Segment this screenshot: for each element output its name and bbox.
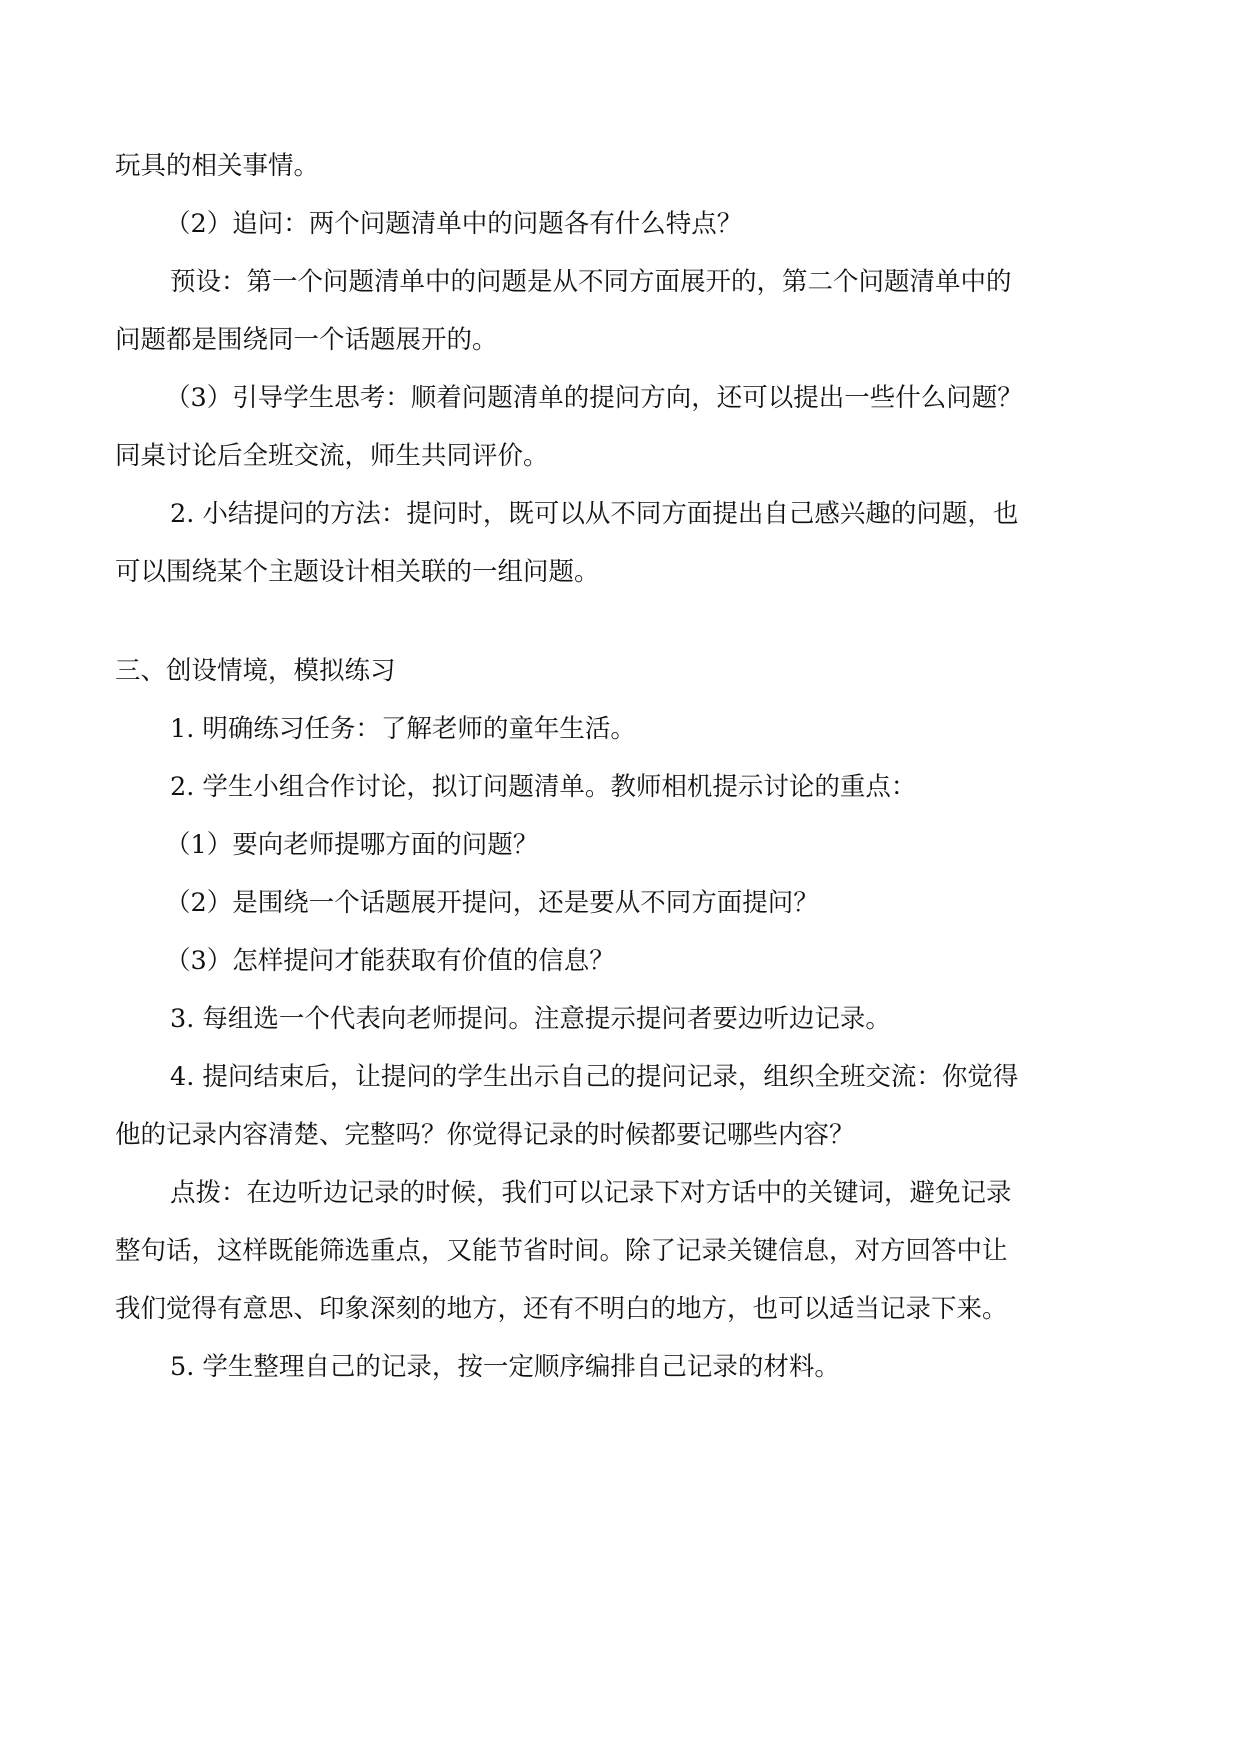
section-heading: 三、创设情境，模拟练习 [115,656,396,686]
text-line: 整句话，这样既能筛选重点，又能节省时间。除了记录关键信息，对方回答中让 [115,1236,1008,1266]
text-line: （3）引导学生思考：顺着问题清单的提问方向，还可以提出一些什么问题？ [165,383,1023,413]
text-line: （1）要向老师提哪方面的问题？ [165,830,539,860]
text-line: 他的记录内容清楚、完整吗？你觉得记录的时候都要记哪些内容？ [115,1120,855,1150]
text-line: 问题都是围绕同一个话题展开的。 [115,325,498,355]
text-line: 我们觉得有意思、印象深刻的地方，还有不明白的地方，也可以适当记录下来。 [115,1294,1008,1324]
text-line: 3. 每组选一个代表向老师提问。注意提示提问者要边听边记录。 [170,1004,891,1034]
text-line: 2. 小结提问的方法：提问时，既可以从不同方面提出自己感兴趣的问题，也 [170,499,1019,529]
text-line: 可以围绕某个主题设计相关联的一组问题。 [115,557,600,587]
text-line: （3）怎样提问才能获取有价值的信息？ [165,946,615,976]
text-line: 4. 提问结束后，让提问的学生出示自己的提问记录，组织全班交流：你觉得 [170,1062,1019,1092]
text-line: 预设：第一个问题清单中的问题是从不同方面展开的，第二个问题清单中的 [170,267,1012,297]
text-line: 同桌讨论后全班交流，师生共同评价。 [115,441,549,471]
text-line: 点拨：在边听边记录的时候，我们可以记录下对方话中的关键词，避免记录 [170,1178,1012,1208]
text-line: 2. 学生小组合作讨论，拟订问题清单。教师相机提示讨论的重点： [170,772,917,802]
text-line: 玩具的相关事情。 [115,151,320,181]
text-line: 1. 明确练习任务：了解老师的童年生活。 [170,714,636,744]
text-line: （2）是围绕一个话题展开提问，还是要从不同方面提问？ [165,888,819,918]
text-line: （2）追问：两个问题清单中的问题各有什么特点？ [165,209,743,239]
text-line: 5. 学生整理自己的记录，按一定顺序编排自己记录的材料。 [170,1352,840,1382]
